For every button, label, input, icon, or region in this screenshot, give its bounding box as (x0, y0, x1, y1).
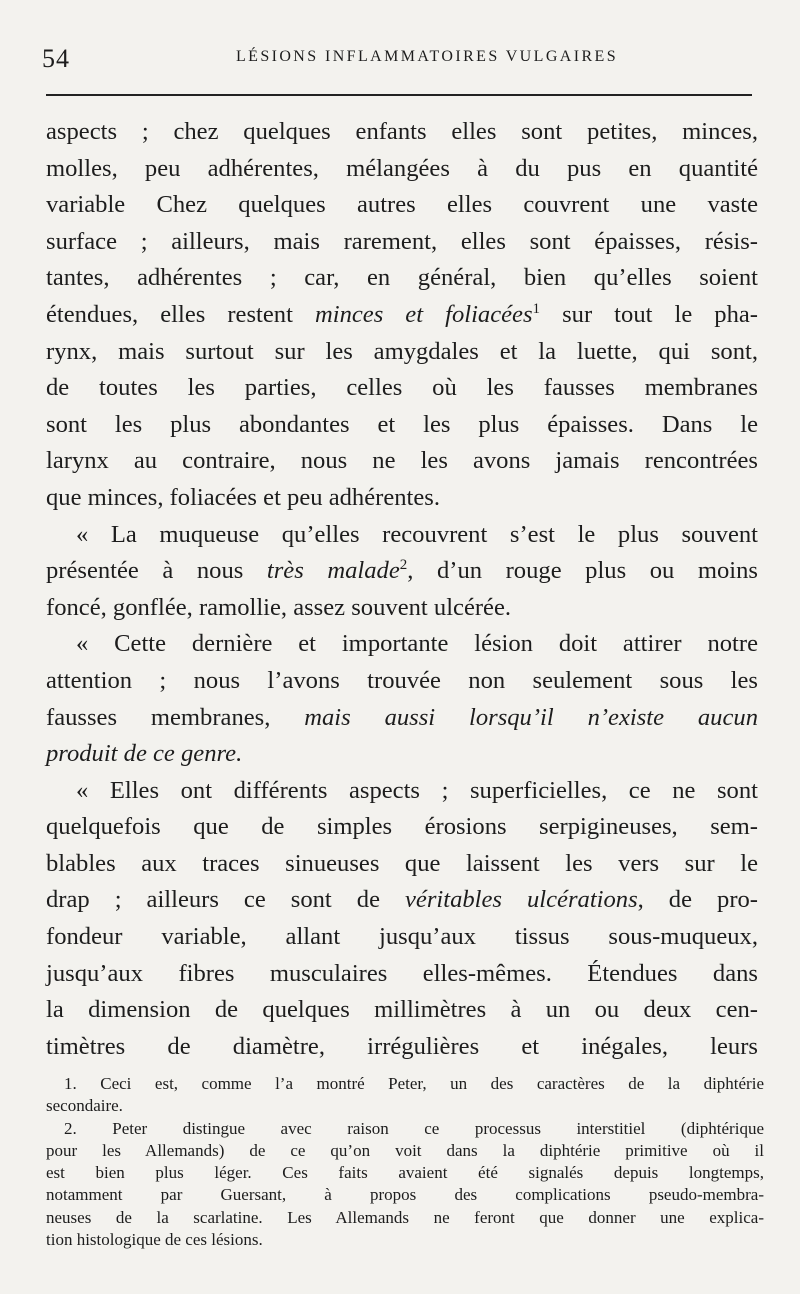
text-line: la dimension de quelques millimètres à un ou deux cen- (46, 996, 758, 1024)
text-line: que minces, foliacées et peu adhérentes. (46, 483, 441, 511)
text-line: timètres de diamètre, irrégulières et inégales, leurs (46, 1032, 758, 1060)
footnote-ref: 1 (532, 300, 541, 317)
text-line (46, 882, 758, 919)
running-title: LÉSIONS INFLAMMATOIRES VULGAIRES (235, 48, 618, 65)
text-line: sont les plus abondantes et les plus épaisses. Dans le (46, 410, 758, 438)
italic-text: produit de ce genre. (46, 740, 243, 768)
text-run: fausses membranes, (46, 703, 305, 731)
footnote-ref: 2 (399, 557, 408, 574)
footnote-line: est bien plus léger. Ces faits avaient été signalés depuis longtemps, (46, 1163, 764, 1183)
text-line: foncé, gonflée, ramollie, assez souvent ulcérée. (46, 593, 512, 621)
footnote-line: 2. Peter distingue avec raison ce processus interstitiel (diphtérique (64, 1118, 764, 1138)
text-line (46, 700, 758, 737)
text-run: présentée à nous (46, 557, 267, 585)
page-number: 54 (42, 44, 70, 73)
footnote-line: 1. Ceci est, comme l’a montré Peter, un des caractères de la diphtérie (64, 1074, 764, 1093)
body-text (46, 114, 758, 1065)
text-line: molles, peu adhérentes, mélangées à du pus en quantité (46, 154, 758, 182)
text-run: drap ; ailleurs ce sont de (46, 886, 405, 914)
text-line: fondeur variable, allant jusqu’aux tissus sous-muqueux, (46, 923, 758, 951)
text-line: variable Chez quelques autres elles couvrent une vaste (46, 191, 758, 219)
footnote-line: notamment par Guersant, à propos des complications pseudo-membra- (46, 1185, 764, 1205)
footnote-line: secondaire. (46, 1096, 123, 1116)
text-line: tantes, adhérentes ; car, en général, bien qu’elles soient (46, 264, 758, 292)
text-line: aspects ; chez quelques enfants elles sont petites, minces, (46, 118, 758, 145)
text-line (46, 553, 758, 590)
italic-text: très malade (266, 557, 400, 585)
text-line (46, 736, 758, 773)
footnotes (46, 1073, 764, 1251)
text-run: sur tout le pha- (540, 300, 758, 328)
text-line: rynx, mais surtout sur les amygdales et la luette, qui sont, (46, 337, 758, 365)
text-line (46, 297, 758, 334)
text-run: étendues, elles restent (46, 300, 315, 328)
text-line: « Elles ont différents aspects ; superficielles, ce ne sont (76, 776, 758, 804)
text-line: « Cette dernière et importante lésion doit attirer notre (76, 630, 758, 658)
text-run: , d’un rouge plus ou moins (407, 557, 758, 585)
text-line: surface ; ailleurs, mais rarement, elles sont épaisses, résis- (46, 227, 758, 255)
header-rule (46, 94, 752, 96)
text-line: jusqu’aux fibres musculaires elles-mêmes. Étendues dans (46, 959, 758, 987)
italic-text: mais aussi lorsqu’il n’existe aucun (304, 703, 758, 731)
italic-text: véritables ulcérations (405, 886, 638, 914)
footnote-line: tion histologique de ces lésions. (46, 1230, 263, 1250)
footnote-line: neuses de la scarlatine. Les Allemands ne feront que donner une explica- (46, 1207, 764, 1227)
text-line: de toutes les parties, celles où les fausses membranes (46, 374, 758, 402)
footnote-line: pour les Allemands) de ce qu’on voit dans la diphtérie primitive où il (46, 1140, 764, 1160)
italic-text: minces et foliacées (314, 300, 533, 328)
text-line: larynx au contraire, nous ne les avons jamais rencontrées (46, 447, 758, 475)
page-header (42, 42, 752, 82)
text-line: blables aux traces sinueuses que laissent les vers sur le (46, 849, 758, 877)
text-line: quelquefois que de simples érosions serpigineuses, sem- (46, 813, 758, 841)
text-line: « La muqueuse qu’elles recouvrent s’est le plus souvent (76, 520, 758, 548)
text-line: attention ; nous l’avons trouvée non seulement sous les (46, 666, 758, 694)
text-run: , de pro- (637, 886, 758, 914)
